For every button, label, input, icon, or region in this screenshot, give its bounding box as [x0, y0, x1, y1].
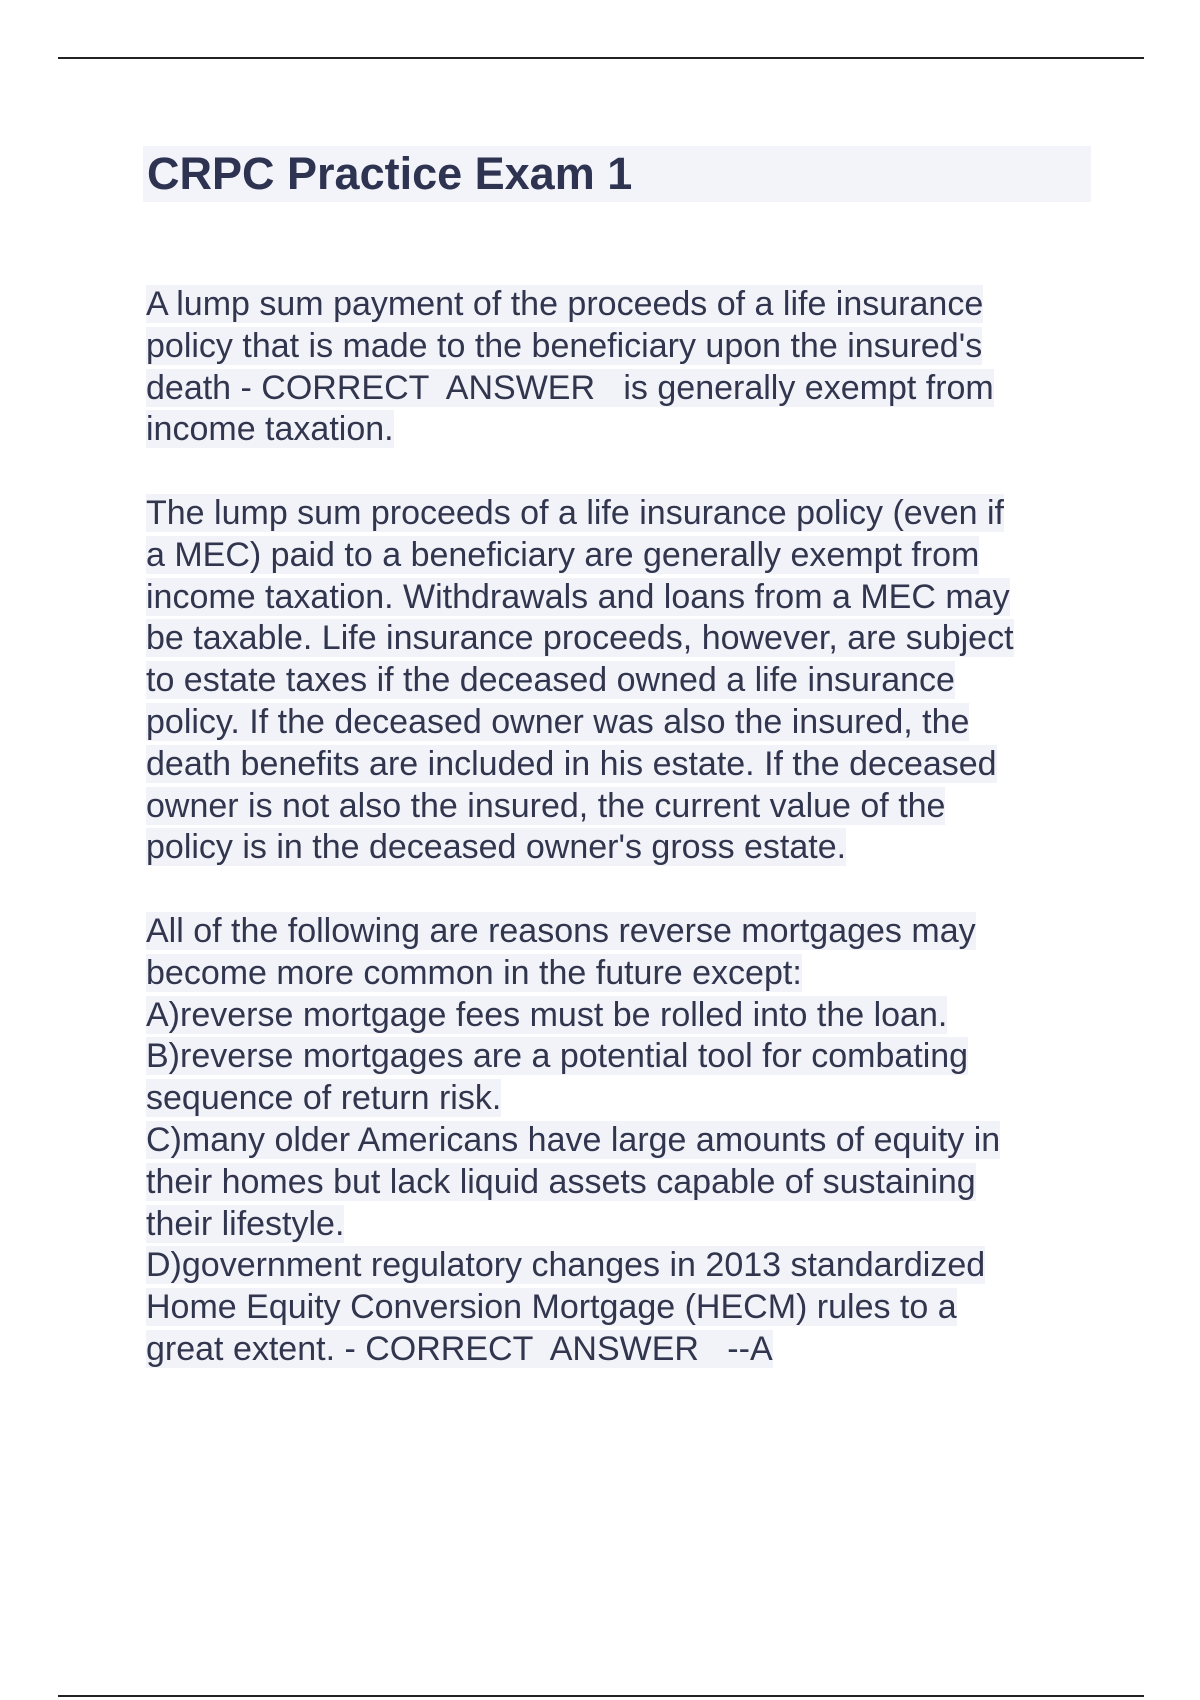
top-rule [58, 57, 1144, 59]
text-line: become more common in the future except: [146, 953, 802, 992]
text-line: be taxable. Life insurance proceeds, however, are subject [146, 619, 1014, 658]
text-line: income taxation. Withdrawals and loans from a MEC may [146, 577, 1010, 616]
text-line: The lump sum proceeds of a life insurance policy (even if [146, 493, 1004, 532]
text-line: a MEC) paid to a beneficiary are generally exempt from [146, 535, 980, 574]
text-line: their lifestyle. [146, 1204, 345, 1243]
bottom-rule [58, 1695, 1144, 1697]
text-line: death benefits are included in his estate. If the deceased [146, 744, 997, 783]
correct-answer-line: great extent. - CORRECT ANSWER --A [146, 1329, 773, 1368]
question-2 [146, 911, 1106, 1371]
text-line: A lump sum payment of the proceeds of a life insurance [146, 285, 984, 323]
text-line: Home Equity Conversion Mortgage (HECM) rules to a [146, 1288, 957, 1327]
text-line: income taxation. [146, 410, 394, 449]
answer-option-d: D)government regulatory changes in 2013 standardized [146, 1246, 986, 1285]
explanation-1 [146, 493, 1106, 869]
document-body [146, 284, 1106, 1413]
answer-option-c: C)many older Americans have large amounts of equity in [146, 1120, 1001, 1159]
page-title: CRPC Practice Exam 1 [143, 146, 1091, 202]
text-line: death - CORRECT ANSWER is generally exempt from [146, 368, 994, 407]
text-line: their homes but lack liquid assets capable of sustaining [146, 1162, 976, 1201]
text-line: policy that is made to the beneficiary upon the insured's [146, 326, 983, 365]
text-line: to estate taxes if the deceased owned a life insurance [146, 661, 955, 700]
text-line: policy. If the deceased owner was also the insured, the [146, 702, 970, 741]
question-1 [146, 284, 1106, 451]
answer-option-a: A)reverse mortgage fees must be rolled into the loan. [146, 995, 948, 1034]
text-line: All of the following are reasons reverse mortgages may [146, 911, 976, 950]
answer-option-b: B)reverse mortgages are a potential tool for combating [146, 1037, 969, 1076]
text-line: sequence of return risk. [146, 1079, 502, 1118]
text-line: owner is not also the insured, the current value of the [146, 786, 946, 825]
text-line: policy is in the deceased owner's gross estate. [146, 828, 847, 867]
